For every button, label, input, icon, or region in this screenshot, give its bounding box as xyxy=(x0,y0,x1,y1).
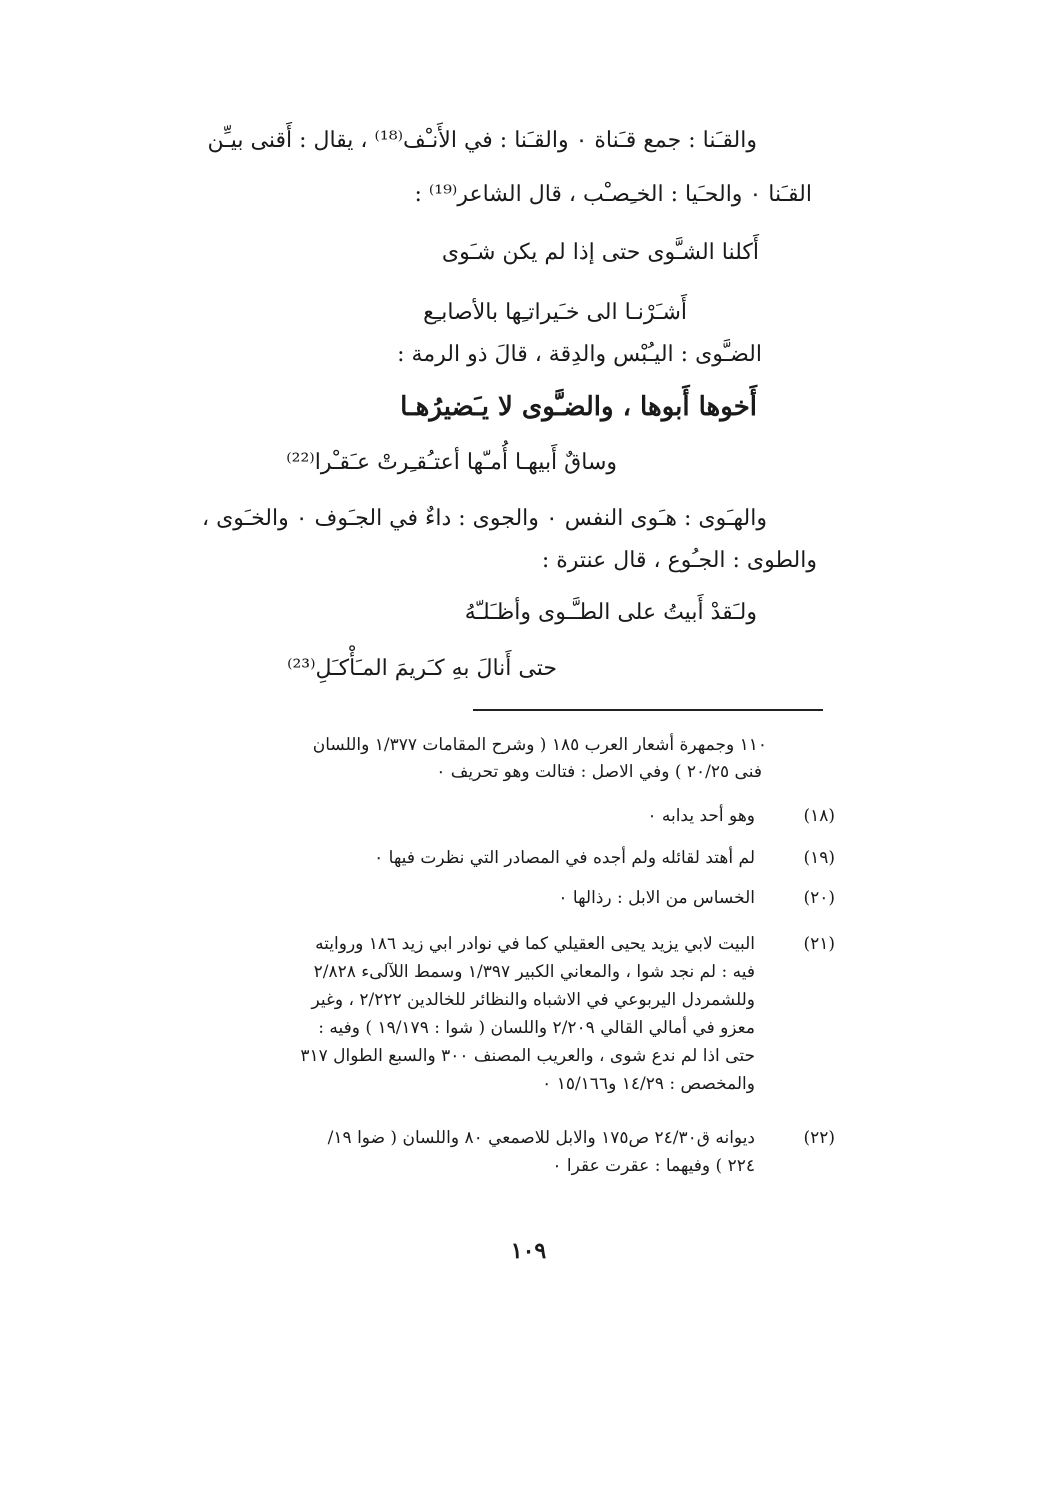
footnote-19-text: لم أهتد لقائله ولم أجده في المصادر التي نظرت فيها ٠ xyxy=(374,848,755,868)
body-line-5: والطوى : الجـُوع ، قال عنترة : xyxy=(541,548,817,573)
footnote-18-number: (١٨) xyxy=(803,806,835,826)
body-line-1: والقـَنا : جمع قـَناة ٠ والقـَنا : في الأَنـْف⁽¹⁸⁾ ، يقال : أَقنى بيـِّن xyxy=(207,128,757,153)
verse-2-first-hemistich: أَخوها أَبوها ، والضـَّوى لا يـَضيرُهـا xyxy=(400,392,757,422)
footnote-21-line-4: معزو في أمالي القالي ٢/٢٠٩ واللسان ( شوا : ١٩/١٧٩ ) وفيه : xyxy=(318,1018,755,1038)
footnote-22-number: (٢٢) xyxy=(803,1128,835,1148)
footnote-22-line-2: ٢٢٤ ) وفيهما : عقرت عقرا ٠ xyxy=(552,1156,755,1176)
footnote-20-number: (٢٠) xyxy=(803,888,835,908)
verse-1-second-hemistich: أَشـَرْنـا الى خـَيراتـِها بالأصابـِع xyxy=(423,300,687,325)
body-line-3: الضـَّوى : اليـُبْس والدِقة ، قالَ ذو الرمة : xyxy=(397,342,762,367)
verse-3-second-hemistich: حتى أَنالَ بهِ كـَريمَ المـَأْكـَلِ⁽²³⁾ xyxy=(287,656,557,681)
body-line-4: والهـَوى : هـَوى النفس ٠ والجوى : داءٌ في الجـَوف ٠ والخـَوى ، xyxy=(201,506,767,531)
footnote-21-line-2: فيه : لم نجد شوا ، والمعاني الكبير ١/٣٩٧ وسمط اللآلىء ٢/٨٢٨ xyxy=(313,962,755,982)
footnote-21-number: (٢١) xyxy=(803,934,835,954)
footnote-22-line-1: ديوانه ق٢٤/٣٠ ص١٧٥ والابل للاصمعي ٨٠ واللسان ( ضوا ١٩/ xyxy=(327,1128,755,1148)
footnote-continuation-line-2: فنى ٢٠/٢٥ ) وفي الاصل : فتالت وهو تحريف ٠ xyxy=(436,762,762,782)
footnote-21-line-5: حتى اذا لم ندع شوى ، والعريب المصنف ٣٠٠ والسبع الطوال ٣١٧ xyxy=(300,1046,755,1066)
footnote-continuation-line-1: ١١٠ وجمهرة أشعار العرب ١٨٥ ( وشرح المقامات ١/٣٧٧ واللسان xyxy=(312,735,767,755)
footnote-21-line-1: البيت لابي يزيد يحيى العقيلي كما في نوادر ابي زيد ١٨٦ وروايته xyxy=(315,934,755,954)
body-line-2: القـَنا ٠ والحـَيا : الخـِصـْب ، قال الشاعر⁽¹⁹⁾ : xyxy=(414,182,812,207)
footnote-18-text: وهو أحد يدابه ٠ xyxy=(647,806,755,826)
footnote-21-line-6: والمخصص : ١٤/٢٩ و١٥/١٦٦ ٠ xyxy=(542,1074,755,1094)
verse-1-first-hemistich: أَكلنا الشـَّوى حتى إذا لم يكن شـَوى xyxy=(441,240,759,265)
footnote-20-text: الخساس من الابل : رذالها ٠ xyxy=(558,888,755,908)
footnote-19-number: (١٩) xyxy=(803,848,835,868)
verse-2-second-hemistich: وساقٌ أَبيهـا أُمـّها أعتـُقـِرتْ عـَقـْرا⁽²²⁾ xyxy=(286,450,617,475)
footnote-separator xyxy=(473,709,823,711)
page-number: ١٠٩ xyxy=(510,1238,547,1264)
verse-3-first-hemistich: ولـَقدْ أَبيتُ على الطـَّـوى وأظـَلـّهُ xyxy=(464,600,757,625)
footnote-21-line-3: وللشمردل اليربوعي في الاشباه والنظائر للخالدين ٢/٢٢٢ ، وغير xyxy=(311,990,755,1010)
